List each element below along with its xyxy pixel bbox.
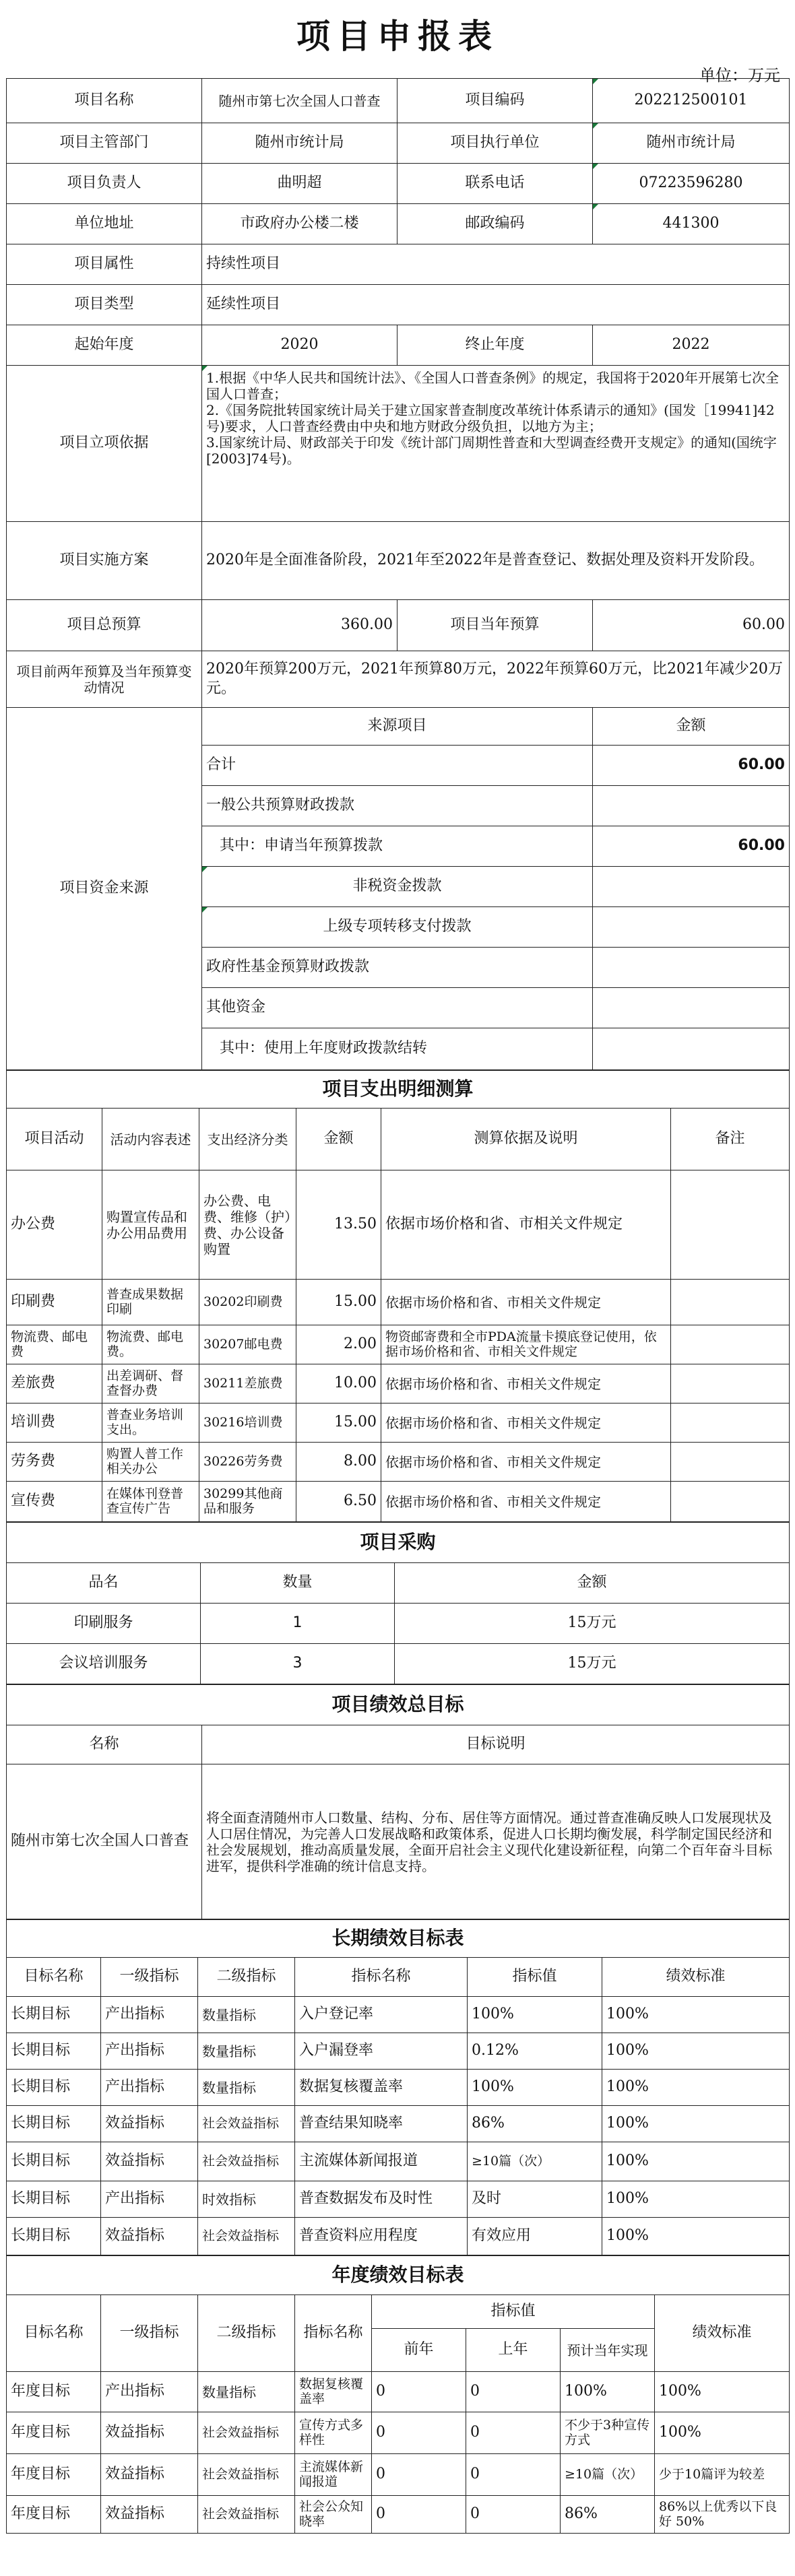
expense-basis: 依据市场价格和省、市相关文件规定 [381, 1482, 671, 1522]
table-row [7, 2070, 790, 2106]
procurement-header-name: 品名 [7, 1563, 201, 1604]
table-row [7, 2142, 790, 2181]
dept-label: 项目主管部门 [7, 123, 202, 164]
expense-header-category: 支出经济分类 [199, 1109, 296, 1170]
longterm-header-value: 指标值 [468, 1958, 602, 1997]
procurement-qty: 3 [201, 1644, 395, 1684]
expense-category: 30216培训费 [199, 1403, 296, 1443]
basis-value: 1.根据《中华人民共和国统计法》、《全国人口普查条例》的规定，我国将于2020年开展第七次全国人口普查； 2.《国务院批转国家统计局关于建立国家普查制度改革统计体系请示的通知》(国发［19941]42号)要求，人口普查经费由中央和地方财政分级负担，以地方为主； 3.国家统计局、财政部关于印发《统计部门周期性普查和大型调查经费开支规定》的通知(国统字[2003]74号)。 [202, 366, 790, 522]
longterm-goal: 长期目标 [7, 2218, 101, 2255]
table-row [7, 2372, 790, 2412]
expense-header-activity: 项目活动 [7, 1109, 102, 1170]
longterm-goal-table [6, 1919, 790, 2255]
annual-prev1: 0 [466, 2454, 561, 2496]
expense-category: 30299其他商品和服务 [199, 1482, 296, 1522]
change-value: 2020年预算200万元，2021年预算80万元，2022年预算60万元，比2021年减少20万元。 [202, 651, 790, 708]
longterm-l1: 效益指标 [101, 2218, 198, 2255]
longterm-value: 0.12% [468, 2033, 602, 2070]
funds-label: 项目资金来源 [7, 708, 202, 1070]
annual-goal: 年度目标 [7, 2454, 101, 2496]
longterm-l1: 效益指标 [101, 2106, 198, 2142]
attr-label: 项目属性 [7, 244, 202, 285]
expense-basis: 依据市场价格和省、市相关文件规定 [381, 1403, 671, 1443]
expense-note [671, 1403, 790, 1443]
funds-row-name: 其他资金 [202, 988, 593, 1028]
annual-l1: 效益指标 [101, 2454, 198, 2496]
longterm-l2: 数量指标 [198, 2033, 295, 2070]
funds-row-amount [593, 1028, 790, 1070]
table-row [7, 1443, 790, 1482]
unit-label: 单位：万元 [699, 66, 780, 85]
longterm-goal: 长期目标 [7, 2142, 101, 2181]
longterm-name: 数据复核覆盖率 [295, 2070, 468, 2106]
current-budget-value: 60.00 [593, 600, 790, 651]
funds-row-amount: 60.00 [593, 746, 790, 786]
annual-prev1: 0 [466, 2496, 561, 2534]
annual-header-l1: 一级指标 [101, 2295, 198, 2372]
longterm-l1: 产出指标 [101, 1997, 198, 2033]
leader-label: 项目负责人 [7, 164, 202, 204]
annual-std: 100% [655, 2372, 790, 2412]
expense-amount: 15.00 [296, 1403, 381, 1443]
longterm-name: 普查资料应用程度 [295, 2218, 468, 2255]
basic-info-table [6, 78, 790, 1070]
longterm-section-title: 长期绩效目标表 [7, 1920, 790, 1958]
table-row [7, 2454, 790, 2496]
table-row [7, 1997, 790, 2033]
funds-row-name: 非税资金拨款 [202, 867, 593, 907]
annual-l2: 数量指标 [198, 2372, 295, 2412]
procurement-name: 印刷服务 [7, 1604, 201, 1644]
expense-activity: 劳务费 [7, 1443, 102, 1482]
funds-row-name: 合计 [202, 746, 593, 786]
annual-prev2: 0 [372, 2496, 466, 2534]
expense-note [671, 1482, 790, 1522]
longterm-header-goal: 目标名称 [7, 1958, 101, 1997]
expense-header-basis: 测算依据及说明 [381, 1109, 671, 1170]
phone-label: 联系电话 [398, 164, 593, 204]
expense-basis: 依据市场价格和省、市相关文件规定 [381, 1364, 671, 1403]
expense-content: 购置人普工作相关办公 [102, 1443, 199, 1482]
expense-activity: 物流费、邮电费 [7, 1325, 102, 1364]
longterm-goal: 长期目标 [7, 2181, 101, 2218]
procurement-amount: 15万元 [395, 1604, 790, 1644]
postcode-label: 邮政编码 [398, 204, 593, 244]
change-label: 项目前两年预算及当年预算变动情况 [7, 651, 202, 708]
longterm-name: 入户登记率 [295, 1997, 468, 2033]
funds-row-amount [593, 948, 790, 988]
expense-note [671, 1443, 790, 1482]
end-year-label: 终止年度 [398, 325, 593, 366]
table-row [7, 1170, 790, 1280]
annual-goal: 年度目标 [7, 2412, 101, 2454]
table-row [7, 1403, 790, 1443]
overall-header-name: 名称 [7, 1725, 202, 1764]
longterm-value: 100% [468, 1997, 602, 2033]
address-label: 单位地址 [7, 204, 202, 244]
funds-amount-header: 金额 [593, 708, 790, 746]
longterm-goal: 长期目标 [7, 1997, 101, 2033]
longterm-std: 100% [602, 2106, 790, 2142]
basis-label: 项目立项依据 [7, 366, 202, 522]
expense-note [671, 1280, 790, 1325]
exec-label: 项目执行单位 [398, 123, 593, 164]
funds-source-header: 来源项目 [202, 708, 593, 746]
postcode-value: 441300 [593, 204, 790, 244]
table-row [7, 1280, 790, 1325]
start-year-label: 起始年度 [7, 325, 202, 366]
longterm-l1: 产出指标 [101, 2181, 198, 2218]
longterm-name: 主流媒体新闻报道 [295, 2142, 468, 2181]
annual-goal: 年度目标 [7, 2372, 101, 2412]
project-name-label: 项目名称 [7, 79, 202, 123]
annual-header-prev1: 上年 [466, 2329, 561, 2372]
longterm-l2: 数量指标 [198, 2070, 295, 2106]
procurement-table [6, 1522, 790, 1684]
annual-prev2: 0 [372, 2454, 466, 2496]
annual-std: 86%以上优秀以下良好 50% [655, 2496, 790, 2534]
plan-value: 2020年是全面准备阶段，2021年至2022年是普查登记、数据处理及资料开发阶段。 [202, 522, 790, 600]
expense-content: 购置宣传品和办公用品费用 [102, 1170, 199, 1280]
procurement-amount: 15万元 [395, 1644, 790, 1684]
exec-value: 随州市统计局 [593, 123, 790, 164]
annual-header-name: 指标名称 [295, 2295, 372, 2372]
expense-category: 30211差旅费 [199, 1364, 296, 1403]
expense-section-title: 项目支出明细测算 [7, 1071, 790, 1109]
project-name-value: 随州市第七次全国人口普查 [202, 79, 398, 123]
expense-table [6, 1070, 790, 1522]
funds-row-amount: 60.00 [593, 826, 790, 867]
funds-row-amount [593, 907, 790, 948]
current-budget-label: 项目当年预算 [398, 600, 593, 651]
longterm-l2: 社会效益指标 [198, 2106, 295, 2142]
expense-amount: 6.50 [296, 1482, 381, 1522]
table-row [7, 2218, 790, 2255]
procurement-header-qty: 数量 [201, 1563, 395, 1604]
plan-label: 项目实施方案 [7, 522, 202, 600]
overall-goal-name: 随州市第七次全国人口普查 [7, 1764, 202, 1919]
longterm-header-l2: 二级指标 [198, 1958, 295, 1997]
longterm-header-std: 绩效标准 [602, 1958, 790, 1997]
expense-activity: 印刷费 [7, 1280, 102, 1325]
annual-header-goal: 目标名称 [7, 2295, 101, 2372]
annual-header-prev2: 前年 [372, 2329, 466, 2372]
procurement-qty: 1 [201, 1604, 395, 1644]
longterm-header-l1: 一级指标 [101, 1958, 198, 1997]
longterm-l1: 产出指标 [101, 2070, 198, 2106]
expense-amount: 2.00 [296, 1325, 381, 1364]
overall-header-desc: 目标说明 [202, 1725, 790, 1764]
dept-value: 随州市统计局 [202, 123, 398, 164]
address-value: 市政府办公楼二楼 [202, 204, 398, 244]
expense-amount: 13.50 [296, 1170, 381, 1280]
longterm-name: 普查结果知晓率 [295, 2106, 468, 2142]
annual-l2: 社会效益指标 [198, 2496, 295, 2534]
longterm-name: 普查数据发布及时性 [295, 2181, 468, 2218]
type-label: 项目类型 [7, 285, 202, 325]
expense-amount: 10.00 [296, 1364, 381, 1403]
expense-basis: 物资邮寄费和全市PDA流量卡摸底登记使用，依据市场价格和省、市相关文件规定 [381, 1325, 671, 1364]
longterm-l2: 社会效益指标 [198, 2142, 295, 2181]
total-budget-value: 360.00 [202, 600, 398, 651]
expense-header-content: 活动内容表述 [102, 1109, 199, 1170]
phone-value: 07223596280 [593, 164, 790, 204]
type-value: 延续性项目 [202, 285, 790, 325]
longterm-l2: 时效指标 [198, 2181, 295, 2218]
annual-goal: 年度目标 [7, 2496, 101, 2534]
annual-header-value-group: 指标值 [372, 2295, 655, 2329]
longterm-std: 100% [602, 2218, 790, 2255]
longterm-l1: 效益指标 [101, 2142, 198, 2181]
longterm-std: 100% [602, 2142, 790, 2181]
table-row [7, 1604, 790, 1644]
table-row [7, 2412, 790, 2454]
expense-activity: 差旅费 [7, 1364, 102, 1403]
longterm-l2: 社会效益指标 [198, 2218, 295, 2255]
table-row [7, 1325, 790, 1364]
expense-category: 30202印刷费 [199, 1280, 296, 1325]
annual-prev1: 0 [466, 2372, 561, 2412]
annual-name: 宣传方式多样性 [295, 2412, 372, 2454]
annual-prev2: 0 [372, 2372, 466, 2412]
annual-expected: 100% [561, 2372, 655, 2412]
longterm-value: 及时 [468, 2181, 602, 2218]
annual-goal-table [6, 2255, 790, 2534]
expense-header-amount: 金额 [296, 1109, 381, 1170]
annual-std: 少于10篇评为较差 [655, 2454, 790, 2496]
annual-l2: 社会效益指标 [198, 2412, 295, 2454]
longterm-value: 86% [468, 2106, 602, 2142]
total-budget-label: 项目总预算 [7, 600, 202, 651]
funds-row-name: 其中：使用上年度财政拨款结转 [202, 1028, 593, 1070]
longterm-std: 100% [602, 2181, 790, 2218]
leader-value: 曲明超 [202, 164, 398, 204]
attr-value: 持续性项目 [202, 244, 790, 285]
expense-content: 普查业务培训支出。 [102, 1403, 199, 1443]
expense-note [671, 1325, 790, 1364]
expense-category: 30226劳务费 [199, 1443, 296, 1482]
end-year-value: 2022 [593, 325, 790, 366]
funds-row-amount [593, 786, 790, 826]
funds-row-name: 一般公共预算财政拨款 [202, 786, 593, 826]
expense-content: 普查成果数据印刷 [102, 1280, 199, 1325]
funds-row-name: 政府性基金预算财政拨款 [202, 948, 593, 988]
overall-section-title: 项目绩效总目标 [7, 1685, 790, 1725]
longterm-goal: 长期目标 [7, 2106, 101, 2142]
table-row [7, 1364, 790, 1403]
annual-expected: ≥10篇（次） [561, 2454, 655, 2496]
longterm-std: 100% [602, 2070, 790, 2106]
annual-expected: 86% [561, 2496, 655, 2534]
funds-row-name: 其中：申请当年预算拨款 [202, 826, 593, 867]
annual-header-expected: 预计当年实现 [561, 2329, 655, 2372]
longterm-std: 100% [602, 1997, 790, 2033]
project-code-value: 202212500101 [593, 79, 790, 123]
longterm-value: ≥10篇（次） [468, 2142, 602, 2181]
project-code-label: 项目编码 [398, 79, 593, 123]
longterm-value: 有效应用 [468, 2218, 602, 2255]
annual-name: 社会公众知晓率 [295, 2496, 372, 2534]
expense-category: 办公费、电费、维修（护）费、办公设备购置 [199, 1170, 296, 1280]
annual-section-title: 年度绩效目标表 [7, 2256, 790, 2295]
expense-basis: 依据市场价格和省、市相关文件规定 [381, 1443, 671, 1482]
annual-prev2: 0 [372, 2412, 466, 2454]
expense-amount: 15.00 [296, 1280, 381, 1325]
procurement-name: 会议培训服务 [7, 1644, 201, 1684]
annual-l2: 社会效益指标 [198, 2454, 295, 2496]
funds-row-amount [593, 988, 790, 1028]
annual-prev1: 0 [466, 2412, 561, 2454]
expense-activity: 宣传费 [7, 1482, 102, 1522]
procurement-section-title: 项目采购 [7, 1523, 790, 1563]
longterm-goal: 长期目标 [7, 2070, 101, 2106]
table-row [7, 2496, 790, 2534]
expense-content: 在媒体刊登普查宣传广告 [102, 1482, 199, 1522]
annual-header-l2: 二级指标 [198, 2295, 295, 2372]
annual-header-std: 绩效标准 [655, 2295, 790, 2372]
annual-name: 主流媒体新闻报道 [295, 2454, 372, 2496]
annual-l1: 效益指标 [101, 2496, 198, 2534]
table-row [7, 2181, 790, 2218]
expense-activity: 办公费 [7, 1170, 102, 1280]
start-year-value: 2020 [202, 325, 398, 366]
expense-category: 30207邮电费 [199, 1325, 296, 1364]
overall-goal-table [6, 1684, 790, 1919]
table-row [7, 2033, 790, 2070]
expense-header-note: 备注 [671, 1109, 790, 1170]
expense-content: 物流费、邮电费。 [102, 1325, 199, 1364]
annual-l1: 效益指标 [101, 2412, 198, 2454]
annual-expected: 不少于3种宣传方式 [561, 2412, 655, 2454]
expense-content: 出差调研、督查督办费 [102, 1364, 199, 1403]
overall-goal-desc: 将全面查清随州市人口数量、结构、分布、居住等方面情况。通过普查准确反映人口发展现状及人口居住情况，为完善人口发展战略和政策体系，促进人口长期均衡发展，科学制定国民经济和社会发展规划，推动高质量发展，全面开启社会主义现代化建设新征程，向第二个百年奋斗目标进军，提供科学准确的统计信息支持。 [202, 1764, 790, 1919]
table-row [7, 1644, 790, 1684]
expense-activity: 培训费 [7, 1403, 102, 1443]
page-title: 项目申报表 [296, 16, 499, 56]
funds-row-amount [593, 867, 790, 907]
longterm-l2: 数量指标 [198, 1997, 295, 2033]
longterm-name: 入户漏登率 [295, 2033, 468, 2070]
expense-basis: 依据市场价格和省、市相关文件规定 [381, 1170, 671, 1280]
expense-note [671, 1170, 790, 1280]
longterm-l1: 产出指标 [101, 2033, 198, 2070]
annual-l1: 产出指标 [101, 2372, 198, 2412]
annual-name: 数据复核覆盖率 [295, 2372, 372, 2412]
longterm-std: 100% [602, 2033, 790, 2070]
table-row [7, 1482, 790, 1522]
longterm-header-name: 指标名称 [295, 1958, 468, 1997]
procurement-header-amount: 金额 [395, 1563, 790, 1604]
longterm-goal: 长期目标 [7, 2033, 101, 2070]
table-row [7, 2106, 790, 2142]
longterm-value: 100% [468, 2070, 602, 2106]
annual-std: 100% [655, 2412, 790, 2454]
funds-row-name: 上级专项转移支付拨款 [202, 907, 593, 948]
expense-basis: 依据市场价格和省、市相关文件规定 [381, 1280, 671, 1325]
expense-amount: 8.00 [296, 1443, 381, 1482]
expense-note [671, 1364, 790, 1403]
